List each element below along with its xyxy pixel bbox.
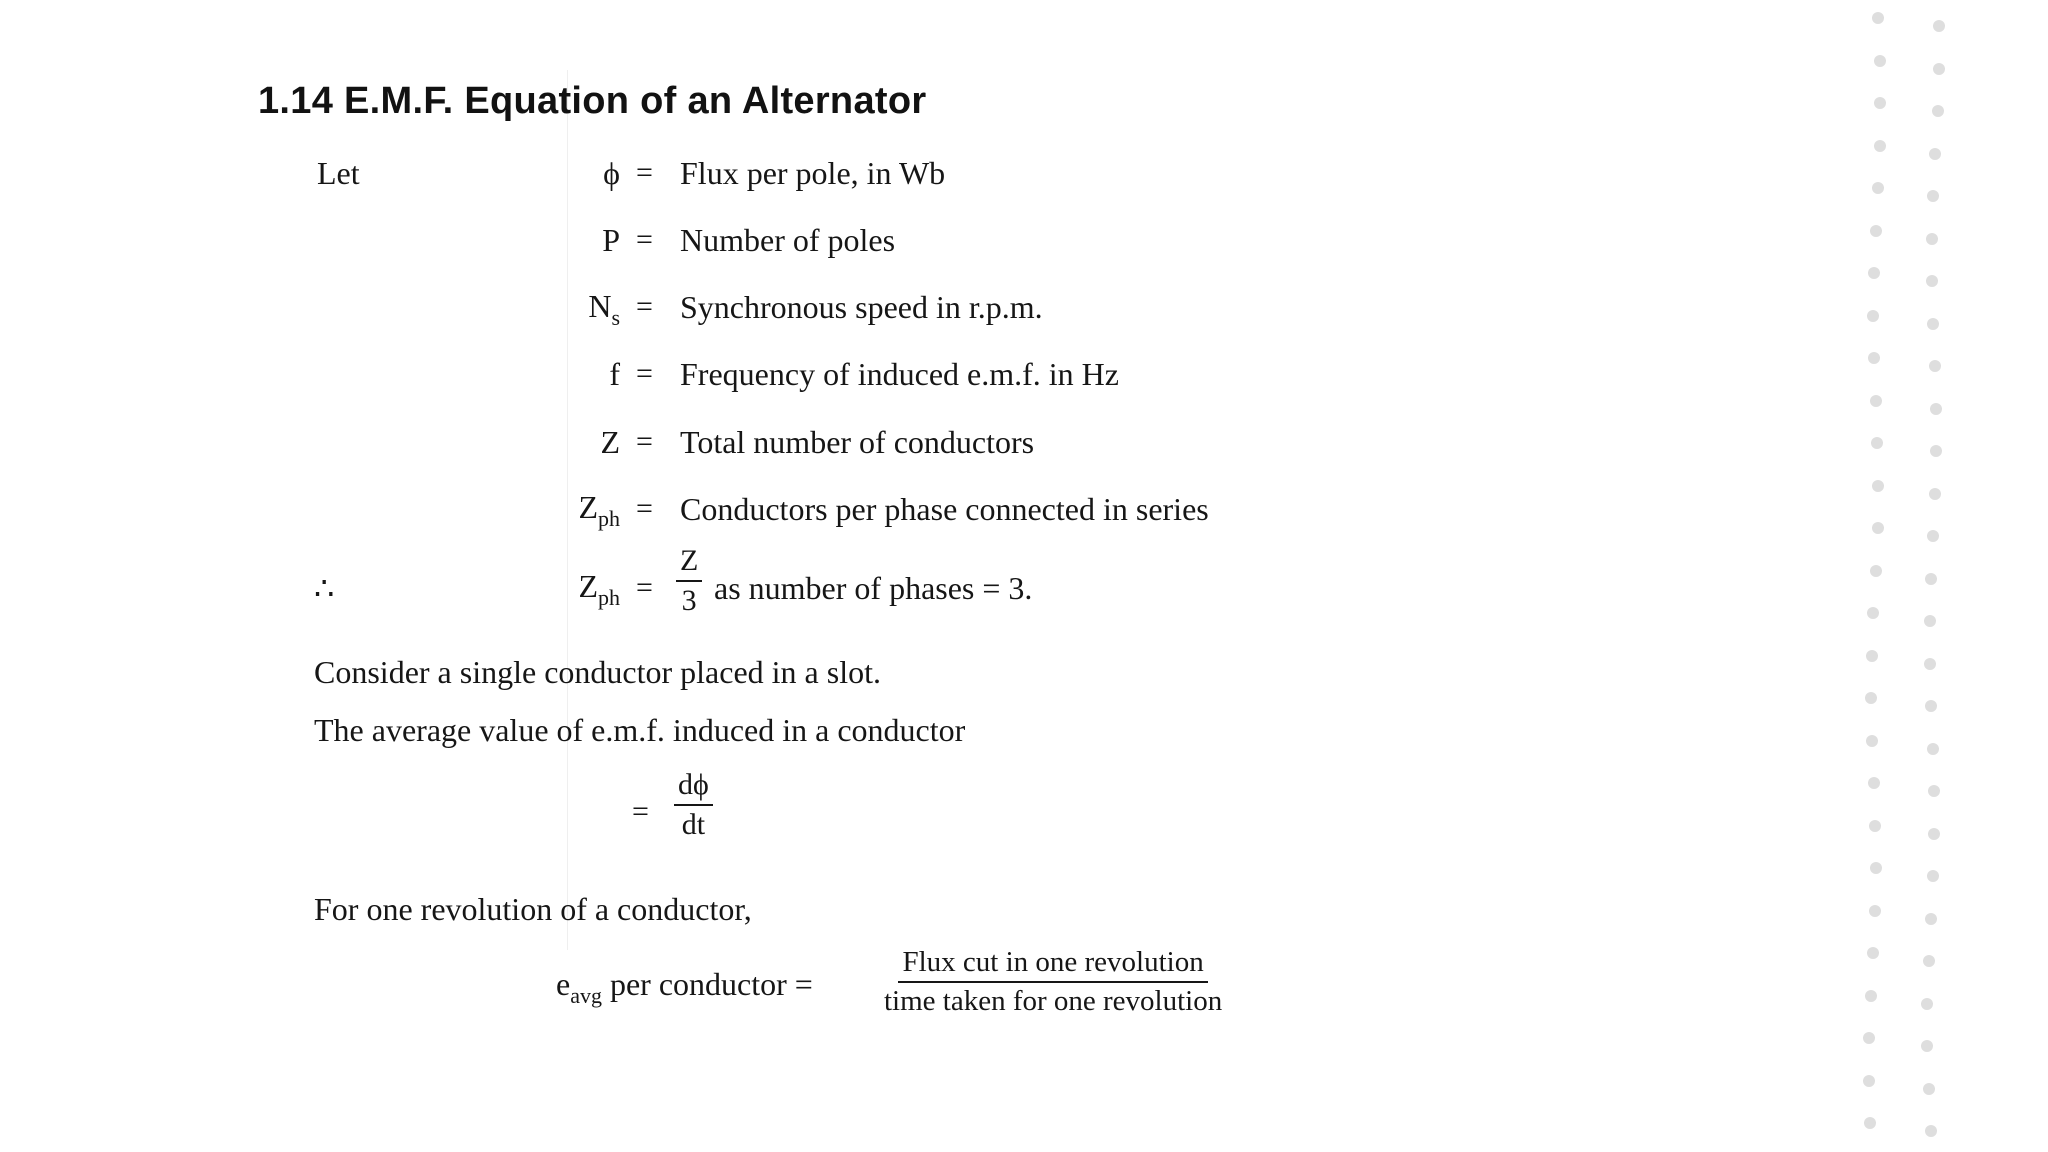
decorative-dot (1868, 777, 1880, 789)
decorative-dot (1925, 1125, 1937, 1137)
fraction-denominator: 3 (681, 584, 697, 617)
decorative-dot (1930, 403, 1942, 415)
fraction-numerator: Flux cut in one revolution (898, 948, 1207, 983)
equals-sign: = (632, 795, 649, 828)
decorative-dot (1868, 267, 1880, 279)
decorative-dot (1923, 955, 1935, 967)
paragraph-one-revolution: For one revolution of a conductor, (314, 891, 752, 927)
decorative-dot (1926, 275, 1938, 287)
decorative-dot (1863, 1032, 1875, 1044)
decorative-dot (1925, 573, 1937, 585)
decorative-dot (1872, 12, 1884, 24)
decorative-dot (1870, 565, 1882, 577)
decorative-dot (1867, 947, 1879, 959)
decorative-dot (1929, 360, 1941, 372)
decorative-dot (1869, 820, 1881, 832)
decorative-dot (1864, 1117, 1876, 1129)
decorative-dot (1866, 735, 1878, 747)
equals-sign: = (636, 156, 653, 189)
paragraph-single-conductor: Consider a single conductor placed in a slot. (314, 654, 881, 690)
decorative-dot (1930, 445, 1942, 457)
decorative-dot (1927, 743, 1939, 755)
decorative-dot (1872, 182, 1884, 194)
dphi-dt-fraction (674, 770, 713, 840)
decorative-dot (1874, 55, 1886, 67)
decorative-dot (1924, 615, 1936, 627)
decorative-dot (1924, 658, 1936, 670)
equals-sign: = (636, 571, 653, 604)
zph-symbol: $Z_{ph}$ (578, 568, 620, 610)
definition-symbol: $N_s$ (588, 288, 620, 330)
therefore-symbol: ∴ (314, 570, 335, 606)
phases-note: as number of phases = 3. (714, 570, 1033, 606)
decorative-dot (1874, 140, 1886, 152)
equals-sign: = (636, 357, 653, 390)
decorative-dot (1872, 480, 1884, 492)
decorative-dot (1870, 225, 1882, 237)
equals-sign: = (636, 223, 653, 256)
definition-symbol: Z (600, 424, 620, 460)
decorative-dot (1863, 1075, 1875, 1087)
decorative-dot (1921, 998, 1933, 1010)
definition-symbol: ϕ (603, 155, 620, 191)
let-label: Let (317, 155, 360, 191)
fraction-denominator: time taken for one revolution (884, 985, 1223, 1017)
decorative-dot (1867, 607, 1879, 619)
decorative-dot (1933, 20, 1945, 32)
definition-text: Flux per pole, in Wb (680, 155, 946, 191)
decorative-dot (1928, 828, 1940, 840)
equals-sign: = (636, 492, 653, 525)
definition-text: Total number of conductors (680, 424, 1035, 460)
decorative-dot (1868, 352, 1880, 364)
decorative-dot (1865, 692, 1877, 704)
paragraph-average-emf: The average value of e.m.f. induced in a conductor (314, 712, 966, 748)
decorative-dot (1872, 522, 1884, 534)
definition-text: Frequency of induced e.m.f. in Hz (680, 356, 1119, 392)
decorative-dot (1925, 913, 1937, 925)
z-over-3-fraction (676, 546, 702, 616)
decorative-dot (1927, 190, 1939, 202)
definition-text: Synchronous speed in r.p.m. (680, 289, 1043, 325)
decorative-dot (1927, 318, 1939, 330)
definition-text: Conductors per phase connected in series (680, 491, 1209, 527)
decorative-dot (1870, 395, 1882, 407)
definition-symbol: P (602, 222, 620, 258)
definition-symbol: f (609, 356, 620, 392)
decorative-dot (1865, 990, 1877, 1002)
decorative-dot (1927, 870, 1939, 882)
decorative-dot (1923, 1083, 1935, 1095)
section-heading: 1.14 E.M.F. Equation of an Alternator (258, 80, 927, 122)
decorative-dot (1866, 650, 1878, 662)
decorative-dot (1921, 1040, 1933, 1052)
decorative-dot (1929, 488, 1941, 500)
decorative-dot (1926, 233, 1938, 245)
decorative-dot (1874, 97, 1886, 109)
decorative-dot (1927, 530, 1939, 542)
decorative-dot (1871, 437, 1883, 449)
decorative-dot (1867, 310, 1879, 322)
decorative-dot (1933, 63, 1945, 75)
fraction-numerator: dϕ (674, 770, 713, 806)
decorative-dot-pattern (1870, 0, 1970, 1152)
decorative-dot (1932, 105, 1944, 117)
decorative-dot (1929, 148, 1941, 160)
definition-symbol: $Z_{ph}$ (578, 489, 620, 531)
decorative-dot (1869, 905, 1881, 917)
equals-sign: = (636, 290, 653, 323)
flux-over-time-fraction (880, 948, 1226, 1016)
decorative-dot (1925, 700, 1937, 712)
fraction-denominator: dt (681, 808, 706, 841)
equals-sign: = (636, 425, 653, 458)
decorative-dot (1928, 785, 1940, 797)
fraction-numerator: Z (676, 546, 702, 582)
decorative-dot (1870, 862, 1882, 874)
eavg-label: $e_{avg}$ per conductor = (556, 966, 813, 1008)
definition-text: Number of poles (680, 222, 896, 258)
